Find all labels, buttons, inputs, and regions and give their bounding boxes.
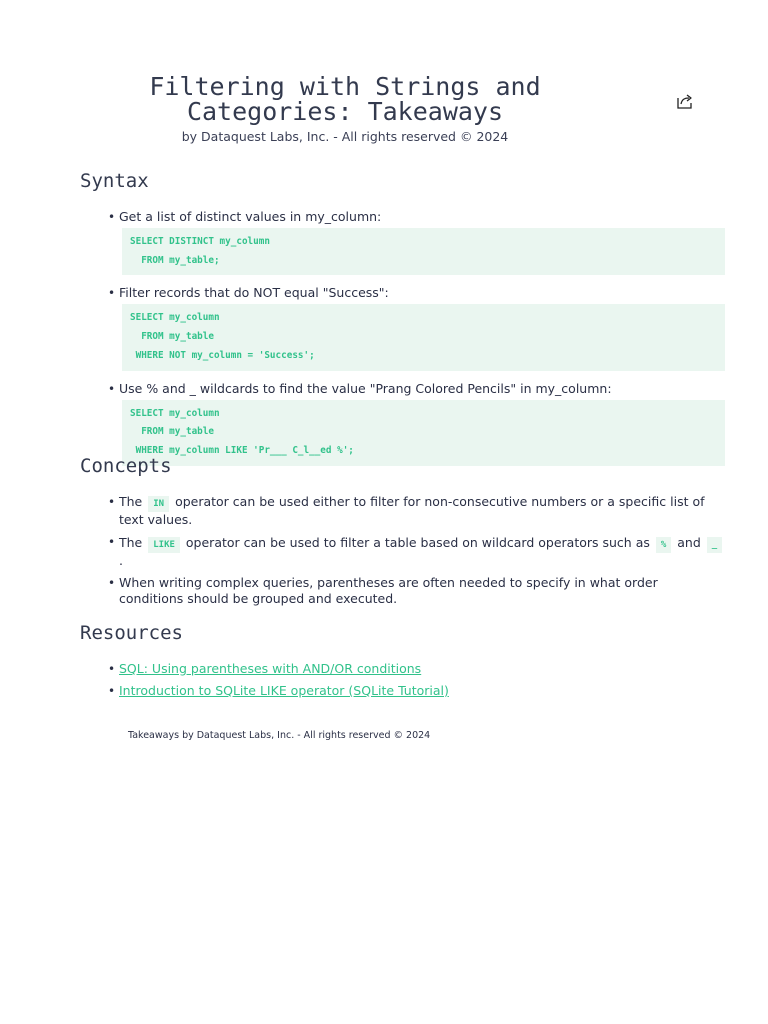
resources-list xyxy=(80,661,725,699)
inline-code: IN xyxy=(148,496,169,512)
concept-text: The xyxy=(119,494,143,509)
concept-text: . xyxy=(119,553,123,568)
share-icon[interactable] xyxy=(676,93,694,109)
list-item xyxy=(119,683,725,699)
concept-text: and xyxy=(677,535,701,550)
inline-code: % xyxy=(656,537,671,553)
inline-code: _ xyxy=(707,537,722,553)
code-block: SELECT my_column FROM my_table WHERE my_column LIKE 'Pr___ C_l__ed %'; xyxy=(122,400,725,466)
concept-text: operator can be used either to filter for non-consecutive numbers or a specific list of text values. xyxy=(119,494,705,527)
concept-text: When writing complex queries, parentheses are often needed to specify in what order conditions should be grouped and executed. xyxy=(119,575,658,606)
list-item xyxy=(119,534,725,569)
byline: by Dataquest Labs, Inc. - All rights reserved © 2024 xyxy=(181,129,509,144)
syntax-list xyxy=(80,209,725,466)
syntax-item-text: Get a list of distinct values in my_column: xyxy=(119,209,382,224)
share-icon-svg xyxy=(676,93,694,109)
list-item xyxy=(119,285,725,370)
resources-heading: Resources xyxy=(80,622,183,644)
list-item xyxy=(119,661,725,677)
syntax-item-text: Filter records that do NOT equal "Success": xyxy=(119,285,389,301)
list-item xyxy=(119,381,725,466)
concept-text: operator can be used to filter a table based on wildcard operators such as xyxy=(185,535,650,550)
inline-code: LIKE xyxy=(148,537,180,553)
concept-text: The xyxy=(119,535,143,550)
list-item xyxy=(119,209,725,275)
resource-link-sqlite-like[interactable]: Introduction to SQLite LIKE operator (SQLite Tutorial) xyxy=(119,683,449,698)
list-item xyxy=(119,575,725,607)
syntax-heading: Syntax xyxy=(80,170,149,192)
concepts-list xyxy=(80,494,725,607)
code-block: SELECT DISTINCT my_column FROM my_table; xyxy=(122,228,725,275)
title-line-1: Filtering with Strings and xyxy=(149,72,541,101)
code-block: SELECT my_column FROM my_table WHERE NOT my_column = 'Success'; xyxy=(122,304,725,370)
list-item xyxy=(119,494,725,528)
syntax-item-text: Use % and _ wildcards to find the value "Prang Colored Pencils" in my_column: xyxy=(119,380,612,396)
title-line-2: Categories: Takeaways xyxy=(186,97,504,126)
concepts-heading: Concepts xyxy=(80,455,172,477)
resource-link-parentheses[interactable]: SQL: Using parentheses with AND/OR conditions xyxy=(119,661,422,676)
footer-text: Takeaways by Dataquest Labs, Inc. - All rights reserved © 2024 xyxy=(128,730,431,741)
page-title xyxy=(0,74,690,124)
